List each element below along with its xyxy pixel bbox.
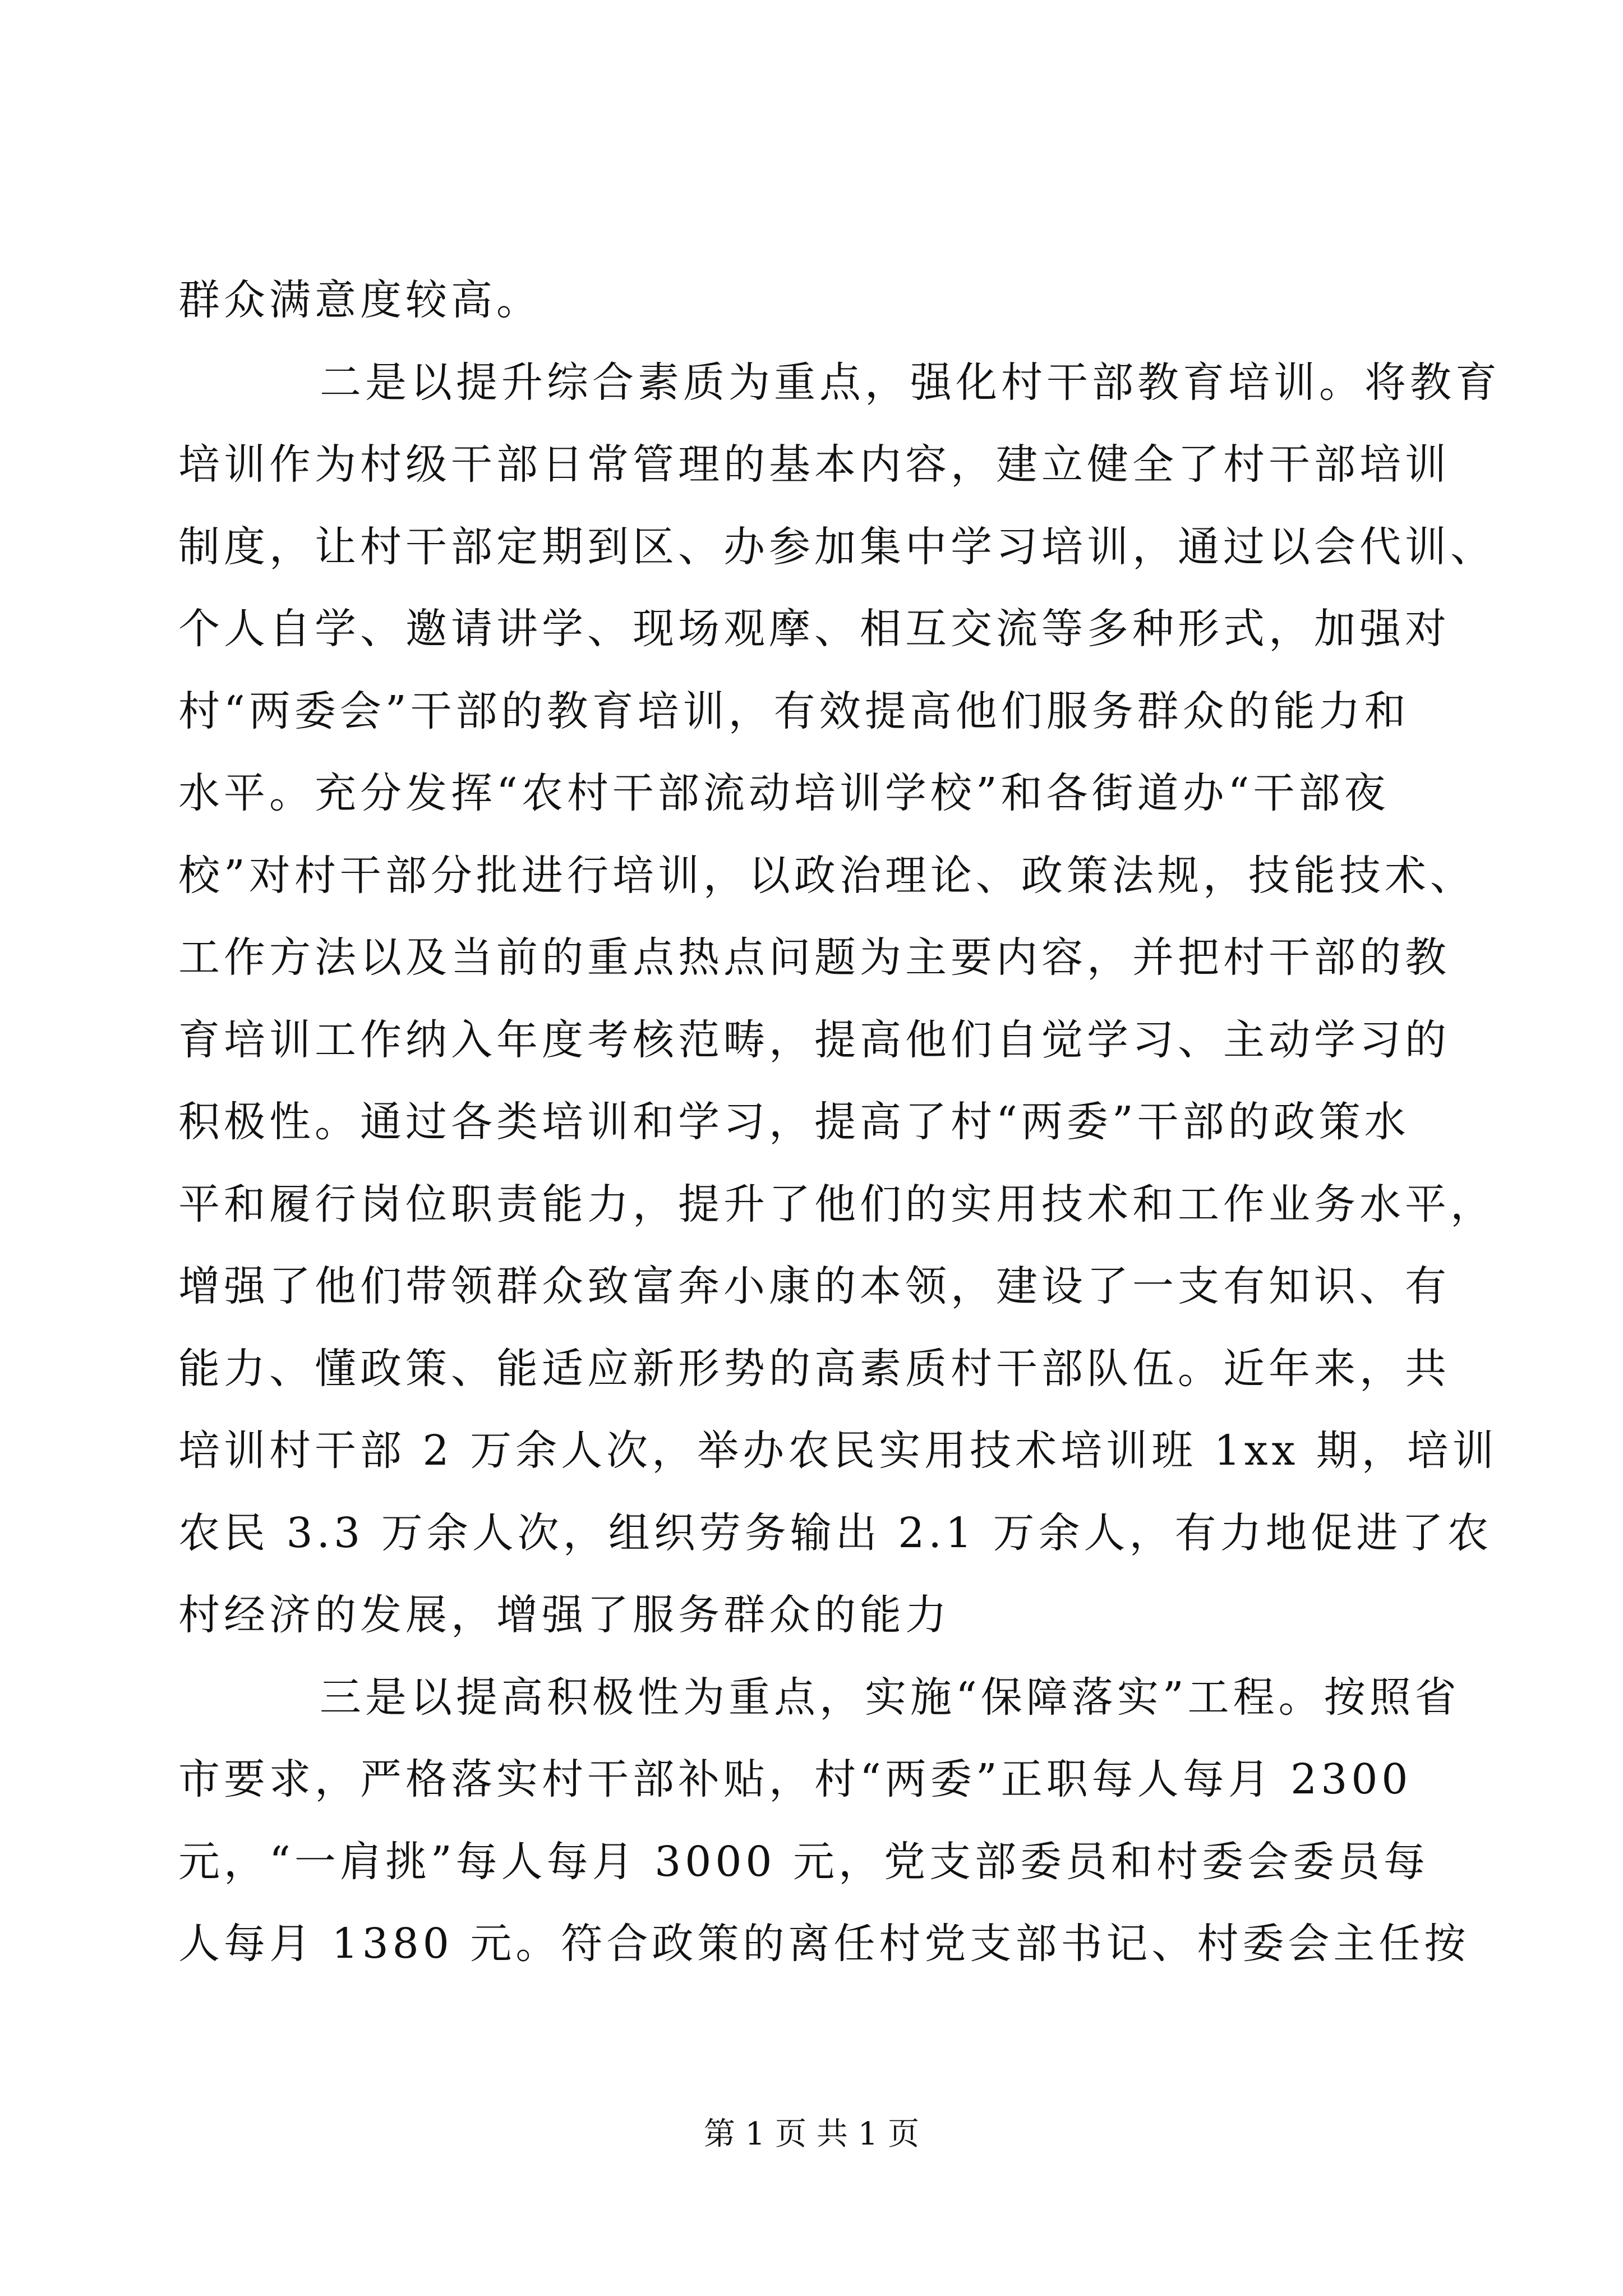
text-line: 育培训工作纳入年度考核范畴，提高他们自觉学习、主动学习的: [178, 1015, 1450, 1064]
text-line: 培训村干部 2 万余人次，举办农民实用技术培训班 1xx 期，培训: [178, 1427, 1498, 1475]
text-line: 农民 3.3 万余人次，组织劳务输出 2.1 万余人，有力地促进了农: [178, 1508, 1493, 1557]
text-line: 市要求，严格落实村干部补贴，村“两委”正职每人每月 2300: [178, 1755, 1412, 1803]
text-line: 水平。充分发挥“农村干部流动培训学校”和各街道办“干部夜: [178, 769, 1390, 817]
text-line: 人每月 1380 元。符合政策的离任村党支部书记、村委会主任按: [178, 1920, 1470, 1968]
text-line: 村经济的发展，增强了服务群众的能力: [178, 1591, 951, 1639]
text-line: 元，“一肩挑”每人每月 3000 元，党支部委员和村委会委员每: [178, 1837, 1430, 1886]
text-line: 积极性。通过各类培训和学习，提高了村“两委”干部的政策水: [178, 1098, 1410, 1146]
text-line: 群众满意度较高。: [178, 276, 542, 324]
text-line: 个人自学、邀请讲学、现场观摩、相互交流等多种形式，加强对: [178, 605, 1450, 653]
text-line: 增强了他们带领群众致富奔小康的本领，建设了一支有知识、有: [178, 1262, 1450, 1310]
document-body: [178, 259, 1501, 1985]
page-footer: 第 1 页 共 1 页: [703, 2116, 920, 2152]
paragraph-start-line: 三是以提高积极性为重点，实施“保障落实”工程。按照省: [320, 1673, 1460, 1722]
text-line: 村“两委会”干部的教育培训，有效提高他们服务群众的能力和: [178, 687, 1410, 735]
text-line: 平和履行岗位职责能力，提升了他们的实用技术和工作业务水平，: [178, 1180, 1496, 1228]
text-line: 能力、懂政策、能适应新形势的高素质村干部队伍。近年来，共: [178, 1344, 1450, 1393]
paragraph-start-line: 二是以提升综合素质为重点，强化村干部教育培训。将教育: [320, 358, 1501, 407]
text-line: 校”对村干部分批进行培训，以政治理论、政策法规，技能技术、: [178, 851, 1476, 900]
text-line: 培训作为村级干部日常管理的基本内容，建立健全了村干部培训: [178, 440, 1450, 489]
text-line: 制度，让村干部定期到区、办参加集中学习培训，通过以会代训、: [178, 522, 1496, 571]
text-line: 工作方法以及当前的重点热点问题为主要内容，并把村干部的教: [178, 933, 1450, 982]
